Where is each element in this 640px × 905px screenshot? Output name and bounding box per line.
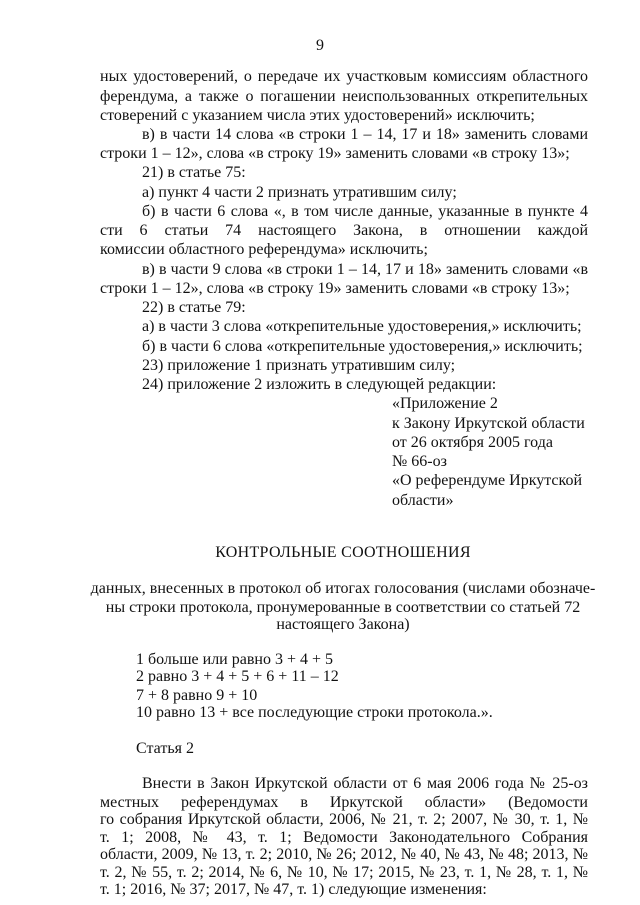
text-line: б) в части 6 слова «открепительные удостоверения,» исключить; [142,338,583,355]
article-title: Статья 2 [136,740,194,758]
subheading-line: данных, внесенных в протокол об итогах голосования (числами обозначе- [90,580,596,598]
annex-line: от 26 октября 2005 года [392,434,553,451]
formula-line: 7 + 8 равно 9 + 10 [136,686,258,704]
text-line: а) в части 3 слова «открепительные удостоверения,» исключить; [142,318,582,335]
page-number: 9 [316,37,324,54]
text-line: в) в части 14 слова «в строки 1 – 14, 17 и 18» заменить словами [142,126,588,143]
text-line: го собрания Иркутской области, 2006, № 21, т. 2; 2007, № 30, т. 1, № [100,811,588,828]
formula-line: 1 больше или равно 3 + 4 + 5 [136,651,334,668]
text-line: стоверений с указанием числа этих удостоверений» исключить; [100,107,535,124]
text-line: области, 2009, № 13, т. 2; 2010, № 26; 2012, № 40, № 43, № 48; 2013, № [100,846,588,863]
annex-line: к Закону Иркутской области [392,415,585,432]
section-heading: КОНТРОЛЬНЫЕ СООТНОШЕНИЯ [215,544,471,562]
text-line: 24) приложение 2 изложить в следующей редакции: [142,376,497,393]
text-line: комиссии областного референдума» исключить; [100,241,428,258]
text-line: сти 6 статьи 74 настоящего Закона, в отношении каждой [100,222,588,239]
subheading-line: ны строки протокола, пронумерованные в соответствии со статьей 72 [105,598,581,616]
text-line: б) в части 6 слова «, в том числе данные, указанные в пункте 4 [142,203,588,220]
text-line: ферендума, а также о погашении неиспользованных открепительных [100,88,588,105]
text-line: 21) в статье 75: [142,164,246,181]
formula-line: 2 равно 3 + 4 + 5 + 6 + 11 – 12 [136,668,339,686]
text-line: местных референдумах в Иркутской области» (Ведомости [100,793,588,811]
text-line: строки 1 – 12», слова «в строку 19» заменить словами «в строку 13»; [100,145,570,162]
text-line: строки 1 – 12», слова «в строку 19» заменить словами «в строку 13»; [100,280,570,297]
subheading-line: настоящего Закона) [276,616,410,633]
text-line: т. 2, № 55, т. 2; 2014, № 6, № 10, № 17; 2015, № 23, т. 1, № 28, т. 1, № [100,863,588,881]
text-line: 23) приложение 1 признать утратившим силу; [142,357,456,374]
text-line: Внести в Закон Иркутской области от 6 мая 2006 года № 25-оз [142,775,588,793]
annex-line: области» [392,492,454,509]
annex-line: № 66-оз [392,453,447,470]
text-line: а) пункт 4 части 2 признать утратившим силу; [142,184,457,201]
formula-line: 10 равно 13 + все последующие строки протокола.». [136,704,493,722]
text-line: в) в части 9 слова «в строки 1 – 14, 17 и 18» заменить словами «в [142,261,588,278]
text-line: ных удостоверений, о передаче их участковым комиссиям областного [100,68,588,85]
text-line: 22) в статье 79: [142,299,246,316]
text-line: т. 1; 2016, № 37; 2017, № 47, т. 1) следующие изменения: [100,881,487,898]
text-line: т. 1; 2008, № 43, т. 1; Ведомости Законодательного Собрания [100,828,588,846]
annex-line: «Приложение 2 [392,395,498,412]
annex-line: «О референдуме Иркутской [392,472,583,489]
